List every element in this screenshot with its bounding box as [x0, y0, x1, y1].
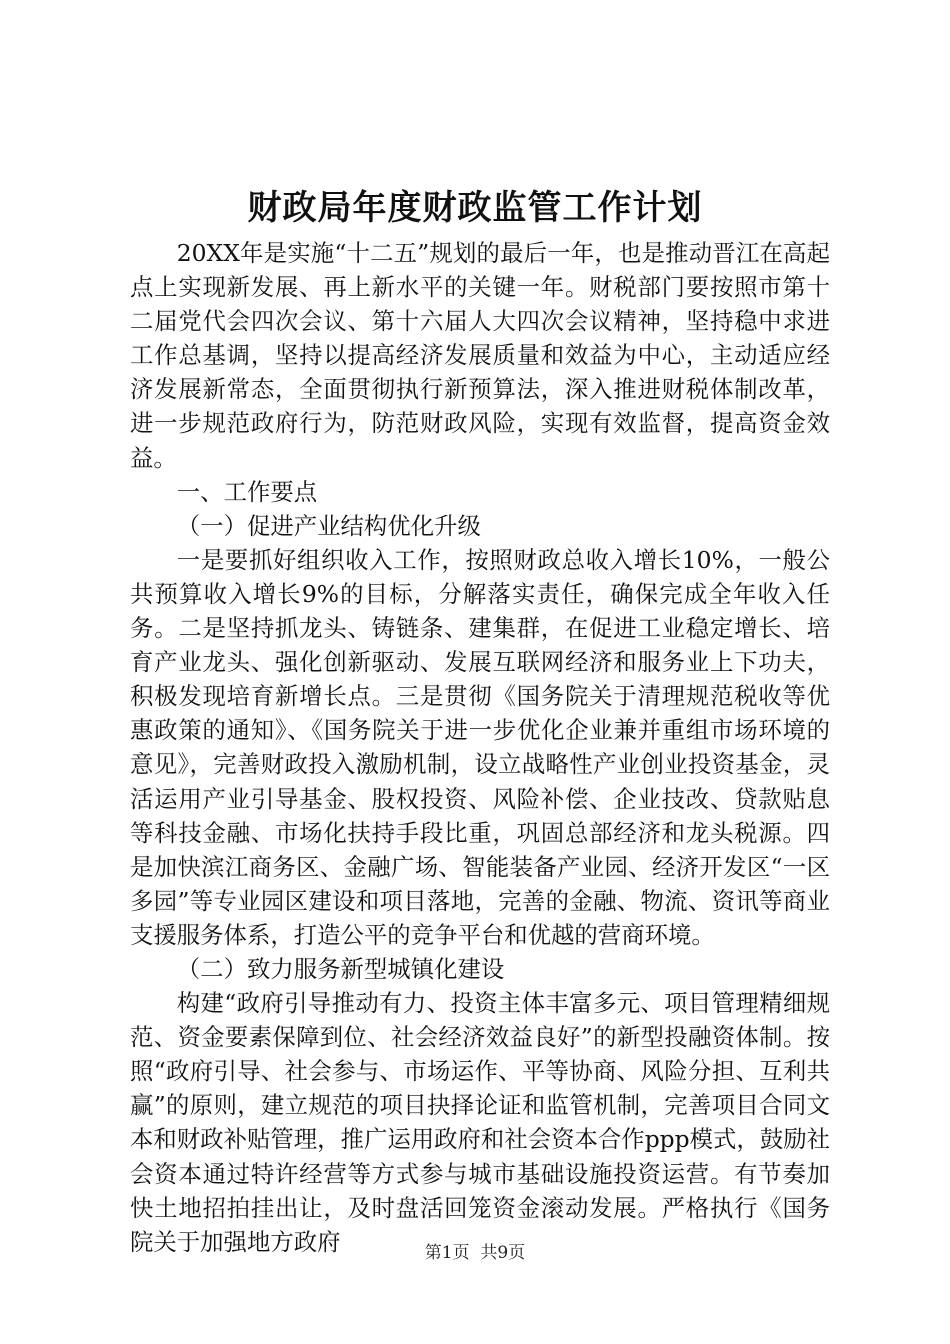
document-body [130, 236, 830, 1259]
intro-paragraph: 20XX年是实施“十二五”规划的最后一年，也是推动晋江在高起点上实现新发展、再上新水平的关键一年。财税部门要按照市第十二届党代会四次会议、第十六届人大四次会议精神，坚持稳中求进工作总基调，坚持以提高经济发展质量和效益为中心，主动适应经济发展新常态，全面贯彻执行新预算法，深入推进财税体制改革，进一步规范政府行为，防范财政风险，实现有效监督，提高资金效益。 [130, 239, 830, 472]
page-number-text: 第1页 共9页 [424, 1243, 526, 1263]
subsection-heading-urbanization: （二）致力服务新型城镇化建设 [176, 954, 505, 983]
industry-paragraph: 一是要抓好组织收入工作，按照财政总收入增长10%，一般公共预算收入增长9%的目标，分解落实责任，确保完成全年收入任务。二是坚持抓龙头、铸链条、建集群，在促进工业稳定增长、培育产业龙头、强化创新驱动、发展互联网经济和服务业上下功夫，积极发现培育新增长点。三是贯彻《国务院关于清理规范税收等优惠政策的通知》、《国务院关于进一步优化企业兼并重组市场环境的意见》，完善财政投入激励机制，设立战略性产业创业投资基金，灵活运用产业引导基金、股权投资、风险补偿、企业技改、贷款贴息等科技金融、市场化扶持手段比重，巩固总部经济和龙头税源。四是加快滨江商务区、金融广场、智能装备产业园、经济开发区“一区多园”等专业园区建设和项目落地，完善的金融、物流、资讯等商业支援服务体系，打造公平的竞争平台和优越的营商环境。 [130, 545, 830, 949]
section-heading-work-points: 一、工作要点 [176, 477, 318, 506]
subsection-heading-industry: （一）促进产业结构优化升级 [176, 511, 481, 540]
urbanization-paragraph: 构建“政府引导推动有力、投资主体丰富多元、项目管理精细规范、资金要素保障到位、社会经济效益良好”的新型投融资体制。按照“政府引导、社会参与、市场运作、平等协商、风险分担、互利共赢”的原则，建立规范的项目抉择论证和监管机制，完善项目合同文本和财政补贴管理，推广运用政府和社会资本合作ppp模式，鼓励社会资本通过特许经营等方式参与城市基础设施投资运营。有节奏加快土地招拍挂出让，及时盘活回笼资金滚动发展。严格执行《国务院关于加强地方政府 [130, 989, 830, 1256]
page-footer [0, 1242, 950, 1264]
document-title: 财政局年度财政监管工作计划 [247, 188, 703, 228]
